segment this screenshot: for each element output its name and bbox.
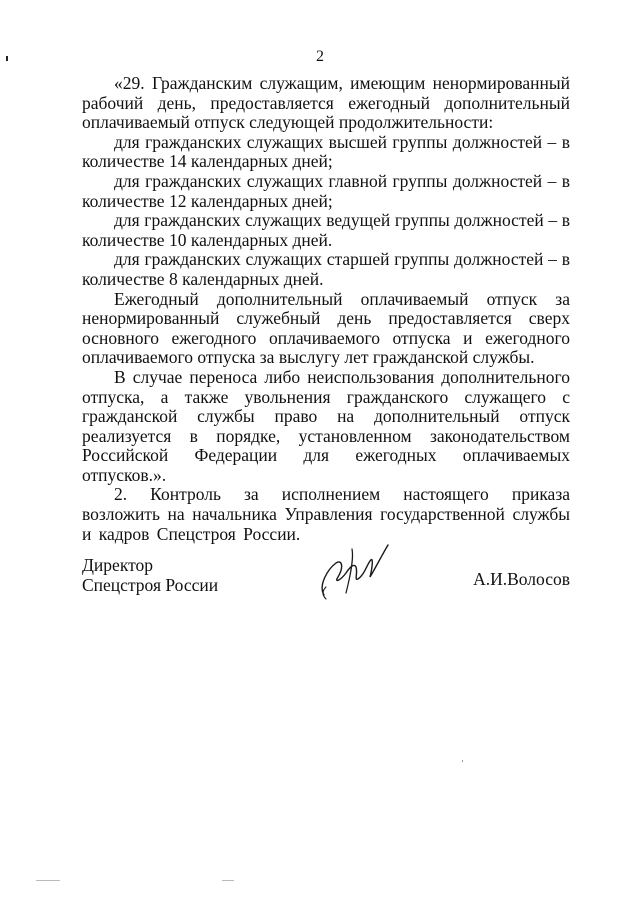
paragraph-annual-leave: Ежегодный дополнительный оплачиваемый отпуск за ненормированный служебный день предоставляется сверх основного ежегодного оплачиваемого отпуска и ежегодного оплачиваемого отпуска за выслугу лет гражданской службы.: [82, 288, 570, 368]
paragraph-leading-group: для гражданских служащих ведущей группы должностей – в количестве 10 календарных дней.: [82, 210, 570, 250]
paragraph-senior-group: для гражданских служащих старшей группы должностей – в количестве 8 календарных дней.: [82, 249, 570, 289]
signatory-name: А.И.Волосов: [473, 569, 570, 589]
signatory-organization: Спецстроя России: [82, 575, 219, 595]
handwritten-signature: [314, 537, 406, 603]
paragraph-top-group: для гражданских служащих высшей группы должностей – в количестве 14 календарных дней;: [82, 131, 570, 172]
scan-speck: [36, 880, 60, 881]
signature-block: [82, 555, 570, 615]
signatory-title: [82, 555, 218, 595]
paragraph-main-group: для гражданских служащих главной группы должностей – в количестве 12 календарных дней;: [82, 170, 570, 211]
page-number: 2: [316, 48, 324, 65]
document-body: [82, 74, 570, 544]
paragraph-transfer: В случае переноса либо неиспользования дополнительного отпуска, а также увольнения гражданского служащего с гражданской службы право на дополнительный отпуск реализуется в порядке, установленном законодательством Российской Федерации для ежегодных оплачиваемых отпусков.».: [82, 366, 570, 485]
paragraph-point-2: 2. Контроль за исполнением настоящего приказа возложить на начальника Управления государственной службы и кадров Спецстроя России.: [82, 484, 570, 544]
paragraph-29-intro: «29. Гражданским служащим, имеющим ненормированный рабочий день, предоставляется ежегодный дополнительный оплачиваемый отпуск следующей продолжительности:: [82, 73, 570, 133]
signatory-position: Директор: [82, 555, 154, 575]
scan-speck: [222, 880, 234, 881]
scan-speck: [6, 56, 8, 61]
scan-speck: [462, 760, 463, 762]
